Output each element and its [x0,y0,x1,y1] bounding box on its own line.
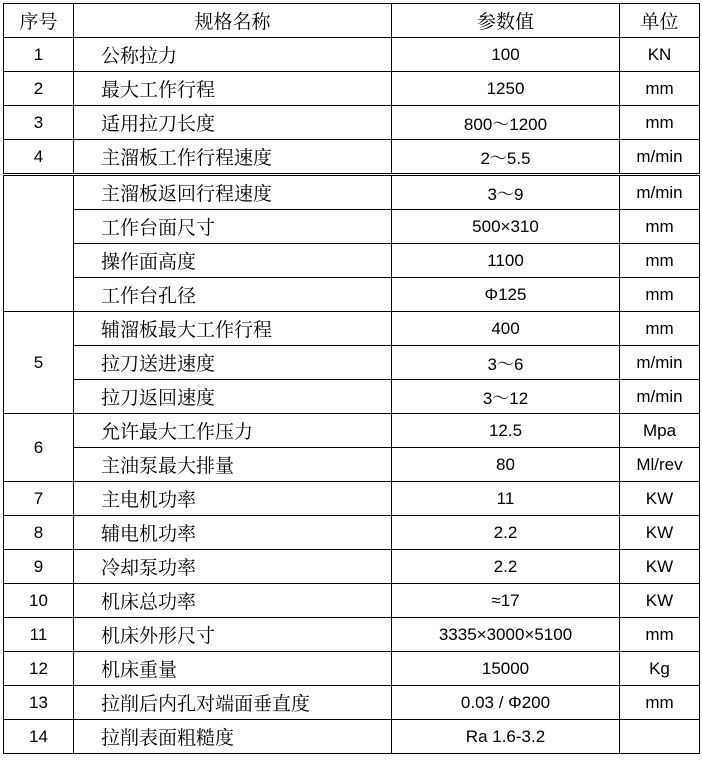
row-name: 公称拉力 [74,38,392,72]
row-value: ≈17 [392,584,620,618]
row-name: 主溜板工作行程速度 [74,140,392,175]
table-row [4,210,700,244]
row-unit: m/min [620,175,700,210]
row-value: 800～1200 [392,106,620,140]
row-value: 3～9 [392,175,620,210]
row-no: 11 [4,618,74,652]
table-row [4,618,700,652]
table-row [4,720,700,754]
row-no: 12 [4,652,74,686]
row-unit: mm [620,618,700,652]
row-unit: m/min [620,140,700,175]
table-row [4,244,700,278]
row-name: 拉削表面粗糙度 [74,720,392,754]
row-no [4,175,74,312]
header-value: 参数值 [392,4,620,38]
row-unit: Ml/rev [620,448,700,482]
row-no: 8 [4,516,74,550]
header-row [4,4,700,38]
row-value: 3～12 [392,380,620,414]
row-unit: Kg [620,652,700,686]
row-name: 冷却泵功率 [74,550,392,584]
table-row [4,550,700,584]
row-value: 100 [392,38,620,72]
row-no: 10 [4,584,74,618]
row-name: 拉削后内孔对端面垂直度 [74,686,392,720]
row-name: 工作台面尺寸 [74,210,392,244]
table-row [4,140,700,175]
row-unit: mm [620,312,700,346]
table-row [4,448,700,482]
row-no: 1 [4,38,74,72]
table-row [4,106,700,140]
row-name: 工作台孔径 [74,278,392,312]
row-name: 主电机功率 [74,482,392,516]
row-unit: mm [620,686,700,720]
row-name: 辅溜板最大工作行程 [74,312,392,346]
row-value: 0.03 / Φ200 [392,686,620,720]
spec-table [3,3,700,754]
row-unit: KW [620,550,700,584]
row-value: 2.2 [392,516,620,550]
table-row [4,482,700,516]
row-value: 11 [392,482,620,516]
table-row [4,584,700,618]
row-unit: m/min [620,346,700,380]
table-row [4,346,700,380]
row-no: 9 [4,550,74,584]
row-no: 6 [4,414,74,482]
row-value: 1100 [392,244,620,278]
row-no: 7 [4,482,74,516]
row-value: 2～5.5 [392,140,620,175]
table-row [4,72,700,106]
row-value: 3335×3000×5100 [392,618,620,652]
row-name: 辅电机功率 [74,516,392,550]
row-unit: KW [620,584,700,618]
row-unit: mm [620,210,700,244]
row-no: 2 [4,72,74,106]
row-no: 5 [4,312,74,414]
table-row [4,380,700,414]
row-value: 12.5 [392,414,620,448]
row-value: Φ125 [392,278,620,312]
row-no: 3 [4,106,74,140]
row-unit: m/min [620,380,700,414]
row-value: Ra 1.6-3.2 [392,720,620,754]
row-no: 13 [4,686,74,720]
header-no: 序号 [4,4,74,38]
row-value: 15000 [392,652,620,686]
row-unit: KW [620,482,700,516]
row-no: 4 [4,140,74,175]
row-unit: mm [620,72,700,106]
row-unit: mm [620,106,700,140]
row-name: 拉刀返回速度 [74,380,392,414]
table-row [4,175,700,210]
row-name: 主油泵最大排量 [74,448,392,482]
row-value: 500×310 [392,210,620,244]
row-name: 允许最大工作压力 [74,414,392,448]
row-unit: KW [620,516,700,550]
row-no: 14 [4,720,74,754]
row-value: 80 [392,448,620,482]
table-row [4,652,700,686]
row-value: 400 [392,312,620,346]
header-unit: 单位 [620,4,700,38]
table-row [4,278,700,312]
row-value: 1250 [392,72,620,106]
table-row [4,38,700,72]
table-row [4,414,700,448]
row-name: 适用拉刀长度 [74,106,392,140]
row-name: 最大工作行程 [74,72,392,106]
row-unit: mm [620,278,700,312]
row-name: 机床总功率 [74,584,392,618]
row-name: 机床重量 [74,652,392,686]
table-row [4,516,700,550]
row-unit: Mpa [620,414,700,448]
row-unit: mm [620,244,700,278]
row-name: 拉刀送进速度 [74,346,392,380]
row-name: 操作面高度 [74,244,392,278]
row-name: 主溜板返回行程速度 [74,175,392,210]
row-value: 3～6 [392,346,620,380]
table-row [4,686,700,720]
row-unit [620,720,700,754]
row-name: 机床外形尺寸 [74,618,392,652]
row-value: 2.2 [392,550,620,584]
table-row [4,312,700,346]
header-name: 规格名称 [74,4,392,38]
row-unit: KN [620,38,700,72]
